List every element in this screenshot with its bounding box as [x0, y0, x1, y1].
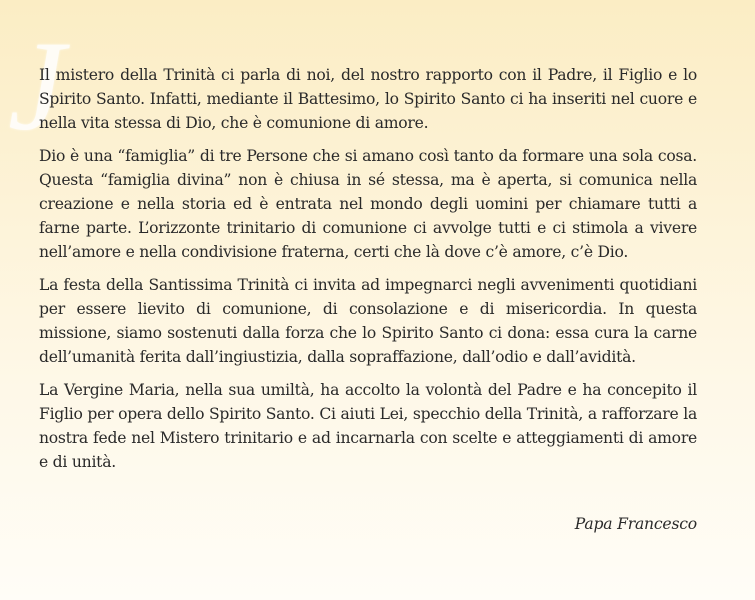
- decorative-drop-cap: J: [8, 15, 65, 157]
- paragraph-4: La Vergine Maria, nella sua umiltà, ha accolto la volontà del Padre e ha concepito il Figlio per opera dello Spirito Santo. Ci aiuti Lei, specchio della Trinità, a rafforzare la nostra fede nel Mistero trinitario e ad incarnarla con scelte e atteggiamenti di amore e di unità.: [39, 381, 697, 471]
- paragraph-2: Dio è una “famiglia” di tre Persone che si amano così tanto da formare una sola cosa. Questa “famiglia divina” non è chiusa in sé stessa, ma è aperta, si comunica nella creazione e nella storia ed è entrata nel mondo degli uomini per chiamare tutti a farne parte. L’orizzonte trinitario di comunione ci avvolge tutti e ci stimola a vivere nell’amore e nella condivisione fraterna, certi che là dove c’è amore, c’è Dio.: [39, 147, 697, 261]
- body-text: [39, 63, 697, 483]
- paragraph-1: Il mistero della Trinità ci parla di noi, del nostro rapporto con il Padre, il Figlio e lo Spirito Santo. Infatti, mediante il Battesimo, lo Spirito Santo ci ha inseriti nel cuore e nella vita stessa di Dio, che è comunione di amore.: [39, 66, 697, 132]
- signature: Papa Francesco: [574, 515, 697, 533]
- paragraph-3: La festa della Santissima Trinità ci invita ad impegnarci negli avvenimenti quotidiani per essere lievito di comunione, di consolazione e di misericordia. In questa missione, siamo sostenuti dalla forza che lo Spirito Santo ci dona: essa cura la carne dell’umanità ferita dall’ingiustizia, dalla sopraffazione, dall’odio e dall’avidità.: [39, 276, 697, 366]
